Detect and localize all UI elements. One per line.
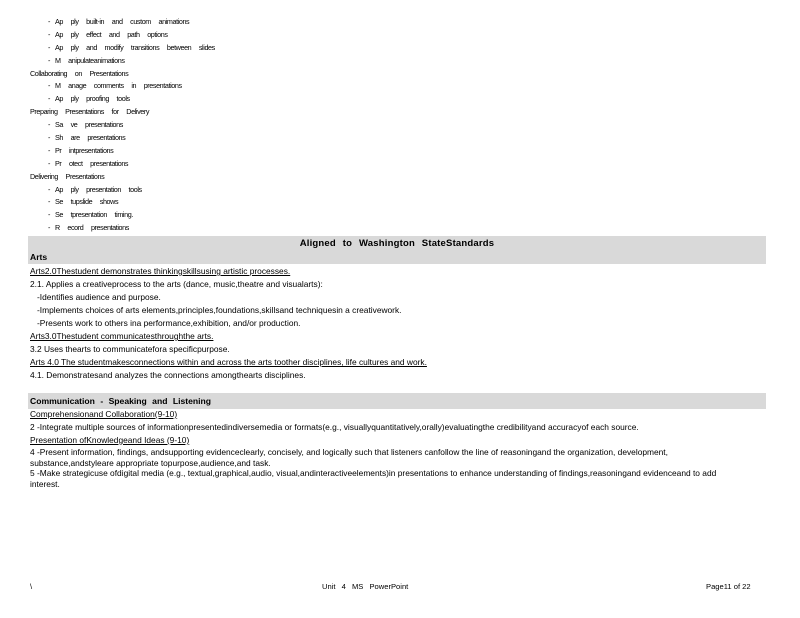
comm-item: 5 -Make strategicuse ofdigital media (e.g., textual,graphical,audio, visual,andinteractiveelements)in presentations to enhance understanding of findings,reasoningand evidenceand to add interest.	[30, 468, 717, 489]
communication-section	[30, 408, 770, 489]
list-item: - R ecord presentations	[48, 223, 129, 233]
list-item: - Ap ply built-in and custom animations	[48, 17, 190, 26]
list-item: - Ap ply and modify transitions between slides	[48, 42, 215, 52]
arts-item: -Implements choices of arts elements,principles,foundations,skillsand techniquesin a creativework.	[37, 305, 402, 315]
comm-item: 4 -Present information, findings, andsupporting evidenceclearly, concisely, and logically such that listeners canfollow the line of reasoningand the organization, development, substance,andstyleare appropriate topurpose,audience,and task.	[30, 447, 668, 468]
list-item: - Pr otect presentations	[48, 158, 129, 168]
footer-left: \	[30, 582, 33, 591]
list-item: - M anipulateanimations	[48, 55, 125, 65]
list-heading: Delivering Presentations	[30, 171, 105, 181]
list-heading: Preparing Presentations for Delivery	[30, 107, 150, 117]
standards-title: Aligned to Washington StateStandards	[299, 238, 495, 249]
list-item: - Sh are presentations	[48, 133, 126, 143]
arts-section	[30, 265, 770, 382]
comm-subheading: Comprehensionand Collaboration(9-10)	[30, 409, 178, 419]
page-number: Page11 of 22	[706, 582, 751, 591]
footer-center: Unit 4 MS PowerPoint	[322, 582, 409, 591]
list-item: - Ap ply effect and path options	[48, 29, 168, 39]
arts-standard-3: Arts3.0Thestudent communicatesthroughthe arts.	[30, 331, 214, 341]
objectives-list	[30, 16, 590, 235]
comm-item: 2 -Integrate multiple sources of informationpresentedindiversemedia or formats(e.g., visuallyquantitatively,orally)evaluatingthe credibilityand accuracyof each source.	[30, 422, 639, 432]
arts-standard-4: Arts 4.0 The studentmakesconnections within and across the arts toother disciplines, life cultures and work.	[30, 357, 427, 367]
arts-section-label: Arts	[30, 252, 48, 262]
list-heading: Collaborating on Presentations	[30, 68, 129, 78]
arts-standard-2: Arts2.0Thestudent demonstrates thinkingskillsusing artistic processes.	[30, 266, 291, 276]
list-item: - Pr intpresentations	[48, 145, 114, 155]
arts-item: -Presents work to others ina performance,exhibition, and/or production.	[37, 318, 301, 328]
comm-subheading: Presentation ofKnowledgeand Ideas (9-10)	[30, 435, 190, 445]
list-item: - M anage comments in presentations	[48, 81, 182, 91]
arts-item: -Identifies audience and purpose.	[37, 292, 161, 302]
list-item: - Ap ply proofing tools	[48, 94, 130, 104]
list-item: - Sa ve presentations	[48, 120, 123, 130]
arts-item: 3.2 Uses thearts to communicatefora specificpurpose.	[30, 344, 230, 354]
arts-banner	[28, 252, 766, 264]
arts-item: 2.1. Applies a creativeprocess to the arts (dance, music,theatre and visualarts):	[30, 279, 323, 289]
list-item: - Se tupslide shows	[48, 197, 119, 207]
list-item: - Ap ply presentation tools	[48, 184, 142, 194]
communication-section-label: Communication - Speaking and Listening	[30, 396, 212, 406]
arts-item: 4.1. Demonstratesand analyzes the connections amongthearts disciplines.	[30, 370, 306, 380]
list-item: - Se tpresentation timing.	[48, 210, 133, 220]
